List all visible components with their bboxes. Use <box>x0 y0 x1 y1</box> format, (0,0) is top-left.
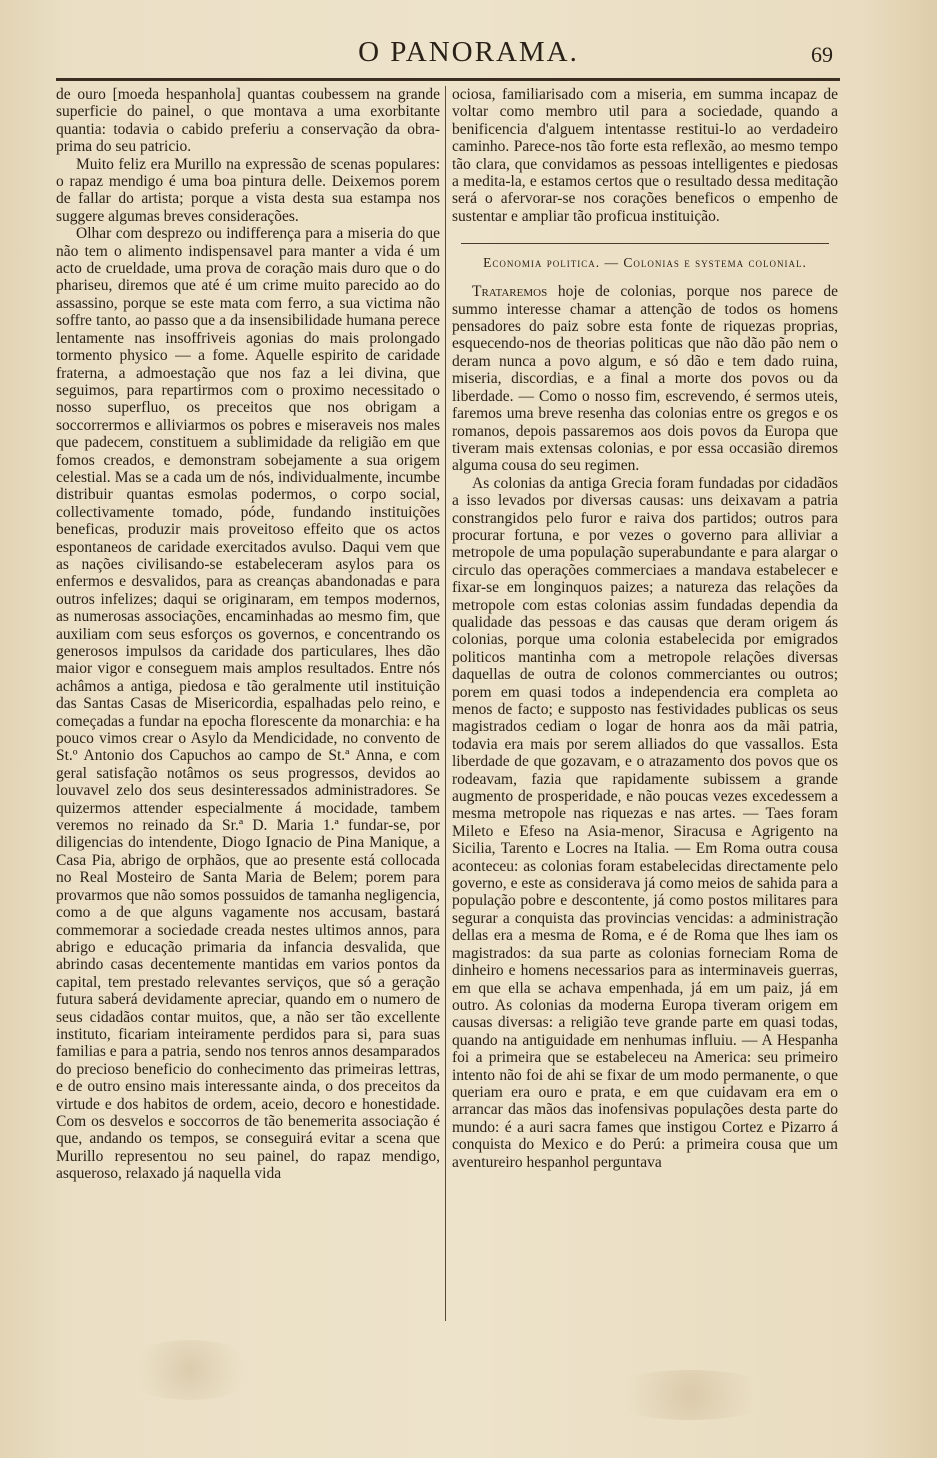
paragraph: Muito feliz era Murillo na expressão de scenas populares: o rapaz mendigo é uma boa pintura delle. Deixemos porem de fallar do artista; porque a vista desta sua estampa nos suggere algumas breves considerações. <box>56 155 440 225</box>
paragraph-text: hoje de colonias, porque nos parece de summo interesse chamar a attenção de todos os homens pensadores do paiz sobre esta fonte de riquezas proprias, esquecendo-nos de theorias politicas que não dão pão nem o deram nunca a povo algum, e só dão e tem dado ruina, miseria, discordias, e a final a morte dos povos ou da liberdade. — Como o nosso fim, escrevendo, é sermos uteis, faremos uma breve resenha das colonias entre os gregos e os romanos, depois passaremos aos dois povos da Europa que tiveram mais extensas colonias, e por essa occasião diremos alguma cousa do seu regimen. <box>452 283 838 475</box>
column-divider <box>445 86 446 1321</box>
section-separator <box>461 243 829 244</box>
paper-stain <box>600 1370 780 1420</box>
left-column <box>56 86 440 1183</box>
paragraph <box>452 283 838 474</box>
paragraph: As colonias da antiga Grecia foram fundadas por cidadãos a isso levados por diversas causas: uns deixavam a patria constrangidos pelo furor e raiva dos partidos; outros para procurar fortuna, e por vezes o governo para alliviar a metropole de uma população superabundante e para alargar o circulo das operações commerciaes a mandava estabelecer e fixar-se em longinquos paizes; a natureza das relações da metropole com estas colonias assim fundadas dependia da qualidade das pessoas e das causas que deram origem ás colonias, porque uma colonia estabelecida por emigrados politicos mantinha com a metropole relações diversas daquellas de outra de colonos commerciantes ou outros; porem em quasi todos a independencia era completa ao menos de facto; e supposto nas festividades publicas os seus magistrados cediam o logar de honra aos da mãi patria, todavia era mais por serem alliados do que vassallos. Esta liberdade de que gozavam, e o atrazamento dos povos que os rodeavam, fazia que rapidamente subissem a grande augmento de prosperidade, e não poucas vezes excedessem a mesma metropole nas riquezas e nas artes. — Taes foram Mileto e Efeso na Asia-menor, Siracusa e Agrigento na Sicilia, Tarento e Locres na Italia. — Em Roma outra cousa aconteceu: as colonias foram estabelecidas directamente pelo governo, e este as considerava já como meios de sahida para a população pobre e descontente, já como postos militares para segurar a conquista das provincias vencidas: a administração dellas era a mesma de Roma, e é de Roma que lhes iam os magistrados: da sua parte as colonias forneciam Roma de dinheiro e homens necessarios para as interminaveis guerras, em que ella se achava empenhada, já em um paiz, já em outro. As colonias da moderna Europa tiveram origem em causas diversas: a religião teve grande parte em quasi todas, quando na antiguidade em nenhumas influiu. — A Hespanha foi a primeira que se estabeleceu na America: seu primeiro intento não foi de ahi se fixar de um modo permanente, o que queriam era ouro e prata, e em que cuidavam era em o arrancar das mãos das inofensivas populações desta parte do mundo: é a auri sacra fames que instigou Cortez e Pizarro á conquista do Mexico e do Perú: a primeira cousa que um aventureiro hespanhol perguntava <box>452 474 838 1171</box>
text-columns <box>56 86 840 1326</box>
right-column <box>452 86 838 1171</box>
publication-title: O PANORAMA. <box>358 36 579 68</box>
paragraph: ociosa, familiarisado com a miseria, em summa incapaz de voltar como membro util para a sociedade, quando a benificencia d'alguem intentasse restitui-lo ao verdadeiro caminho. Parece-nos tão forte esta reflexão, ao mesmo tempo tão clara, que convidamos as pessoas intelligentes e piedosas a medita-la, e estamos certos que o resultado dessa meditação será o afervorar-se nos corações beneficos o empenho de sustentar e ampliar tão proficua instituição. <box>452 86 838 225</box>
paper-stain <box>120 1340 260 1400</box>
paragraph: de ouro [moeda hespanhola] quantas coubessem na grande superficie do painel, o que montava a uma exorbitante quantia: todavia o cabido preferiu a conservação da obra-prima do seu patricio. <box>56 86 440 156</box>
lead-word: Trataremos <box>472 283 548 301</box>
paragraph: Olhar com desprezo ou indifferença para a miseria do que não tem o alimento indispensavel para manter a vida é um acto de crueldade, uma prova de coração mais duro que o do phariseu, diremos que até é um crime muito parecido ao do assassino, porque se este mata com ferro, a sua victima não soffre tanto, ao passo que a da insensibilidade humana perece lentamente nas insoffriveis agonias do mais prolongado tormento physico — a fome. Aquelle espirito de caridade fraterna, a admoestação que nos faz a lei divina, que seguimos, para repartirmos com o proximo necessitado o nosso superfluo, os preceitos que nos obrigam a soccorrermos e alliviarmos os pobres e miseraveis nos males que padecem, constituem a sublimidade da religião em que fomos creados, e demonstram sobejamente a sua origem celestial. Mas se a cada um de nós, individualmente, incumbe distribuir quantas esmolas podermos, o corpo social, collectivamente tomado, póde, fundando instituições beneficas, produzir mais proveitoso effeito que os actos espontaneos de caridade exercitados avulso. Daqui vem que as nações civilisando-se estabeleceram asylos para os enfermos e desvalidos, para as creanças abandonadas e para outros infelizes; daqui se originaram, em tempos modernos, as numerosas associações, encaminhadas ao mesmo fim, que auxiliam com seus esforços os governos, e concentrando os generosos impulsos da caridade dos particulares, lhes dão maior vigor e conseguem mais amplos resultados. Entre nós achâmos a antiga, piedosa e tão geralmente util instituição das Santas Casas de Misericordia, espalhadas pelo reino, e começadas a fundar na epocha florescente da monarchia: e ha pouco vimos crear o Asylo da Mendicidade, no convento de St.º Antonio dos Capuchos ao campo de St.ª Anna, e com geral satisfação notâmos os seus progressos, devidos ao louvavel zelo dos seus desinteressados administradores. Se quizermos attender especialmente á mocidade, tambem veremos no reinado da Sr.ª D. Maria 1.ª fundar-se, por diligencias do intendente, Diogo Ignacio de Pina Manique, a Casa Pia, abrigo de orphãos, que ao presente está collocada no Real Mosteiro de Santa Maria de Belem; porem para provarmos que não somos possuidos de tamanha negligencia, como a de que alguns vagamente nos accusam, bastará commemorar a sociedade creada nestes ultimos annos, para abrigo e educação primaria da infancia desvalida, que abrindo casas decentemente mantidas em varios pontos da capital, tem prestado relevantes serviços, que só a geração futura saberá devidamente apreciar, quando em o numero de seus cidadãos contar muitos, que, a não ser tão excellente instituto, ficariam inteiramente perdidos para si, para suas familias e para a patria, sendo nos tenros annos desamparados do precioso beneficio do conhecimento das primeiras lettras, e de outro ensino mais interessante ainda, o dos preceitos da virtude e dos habitos de ordem, aceio, decoro e honestidade. Com os desvelos e soccorros de tão benemerita associação é que, andando os tempos, se conseguirá evitar a scena que Murillo representou no seu painel, do rapaz mendigo, asqueroso, relaxado já naquella vida <box>56 225 440 1183</box>
header-rule <box>56 78 840 81</box>
page-number: 69 <box>811 42 833 67</box>
page-header <box>0 30 937 74</box>
section-title: Economia politica. — Colonias e systema colonial. <box>483 255 807 271</box>
